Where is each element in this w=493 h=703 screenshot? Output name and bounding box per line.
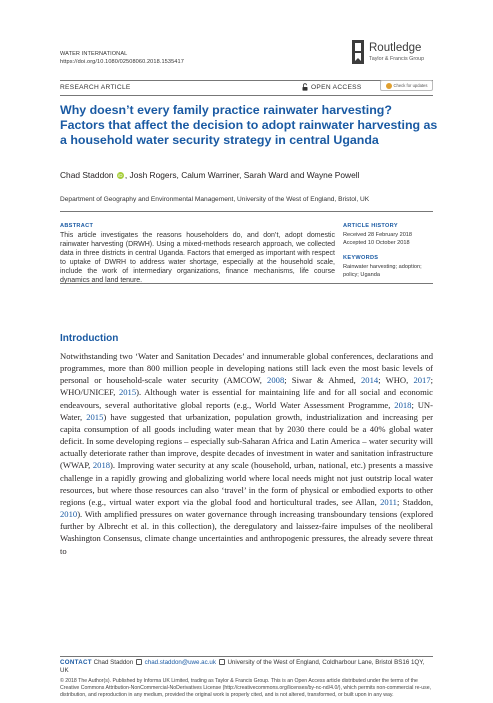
text-run: ) have suggested that urbanization, population growth, industrialization and increasing per capita consumption of all goods including water mean that by 2030 there could be a 40% global water deficit. In some developing regions – especially sub-Saharan Africa and Latin America – water security will actually deteriorate rather than improve, despite decades of investment in water and sanitation infrastructure (WWAP, <box>60 411 433 471</box>
section-heading: Introduction <box>60 333 119 344</box>
journal-name: WATER INTERNATIONAL <box>60 51 128 57</box>
text-run: ; Siwar & Ahmed, <box>284 375 361 386</box>
affiliation: Department of Geography and Environmental Management, University of the West of England, Bristol, UK <box>60 196 370 203</box>
email-icon <box>136 659 142 665</box>
text-run: Notwithstanding two ‘Water and Sanitation Decades’ and innumerable global conferences, declarations and programmes, more than 800 million people in developing nations still lack even the most basic levels of personal or household-scale water security (AMCOW, <box>60 351 433 386</box>
text-run: ; WHO, <box>378 375 414 386</box>
check-updates-button[interactable] <box>380 80 433 91</box>
contact-line <box>60 659 433 676</box>
footer-divider <box>60 656 433 657</box>
citation-link[interactable]: 2017 <box>413 375 431 386</box>
citation-link[interactable]: 2018 <box>92 460 111 471</box>
open-lock-icon <box>302 83 308 91</box>
author-list <box>60 170 435 181</box>
abstract-divider-top <box>60 211 433 212</box>
citation-link[interactable]: 2011 <box>380 496 397 507</box>
body-paragraph <box>60 350 433 557</box>
abstract-heading: ABSTRACT <box>60 223 94 229</box>
orcid-icon[interactable]: iD <box>118 173 123 178</box>
institution-icon <box>219 659 225 665</box>
check-updates-label: Check for updates <box>393 83 428 88</box>
open-access-badge <box>302 83 362 91</box>
crossmark-icon <box>386 83 392 89</box>
received-date: Received 28 February 2018 <box>343 232 413 238</box>
citation-link[interactable]: 2015 <box>86 411 104 422</box>
keywords-text: Rainwater harvesting; adoption; policy; Uganda <box>343 264 422 278</box>
publisher-logo <box>352 40 442 68</box>
text-run: ; Staddon, <box>396 496 433 507</box>
publisher-subtitle: Taylor & Francis Group <box>369 56 425 62</box>
contact-name: Chad Staddon <box>93 659 134 666</box>
text-run: ). Although water is essential for maintaining life and for all social and economic endeavours, several authoritative global reports (e.g., World Water Assessment Programme, <box>60 387 433 410</box>
author-rest: , Josh Rogers, Calum Warriner, Sarah Ward and Wayne Powell <box>124 170 360 180</box>
keywords-heading: KEYWORDS <box>343 255 379 261</box>
contact-label: CONTACT <box>60 659 92 666</box>
journal-header <box>60 50 184 66</box>
author-first[interactable]: Chad Staddon <box>60 170 114 180</box>
open-access-label: OPEN ACCESS <box>311 83 362 91</box>
article-type: RESEARCH ARTICLE <box>60 84 131 91</box>
accepted-date: Accepted 10 October 2018 <box>343 240 410 246</box>
text-run: ; UN-Water, <box>60 399 433 422</box>
publisher-name: Routledge <box>369 42 422 54</box>
article-history <box>343 223 438 247</box>
citation-link[interactable]: 2018 <box>394 399 412 410</box>
header-divider-bottom <box>60 95 433 96</box>
citation-link[interactable]: 2010 <box>60 509 78 520</box>
keywords <box>343 255 438 279</box>
citation-link[interactable]: 2014 <box>361 375 379 386</box>
contact-address: University of the West of England, Coldharbour Lane, Bristol BS16 1QY, UK <box>60 659 425 675</box>
abstract-divider-bottom <box>60 283 433 284</box>
license-text: © 2018 The Author(s). Published by Informa UK Limited, trading as Taylor & Francis Group. This is an Open Access article distributed under the terms of the Creative Commons Attribution-NonCommercial-NoDerivatives License (http://creativecommons.org/licenses/by-nc-nd/4.0/), which permits non-commercial re-use, distribution, and reproduction in any medium, provided the original work is properly cited, and is not altered, transformed, or built upon in any way. <box>60 678 432 699</box>
doi-link[interactable]: https://doi.org/10.1080/02508060.2018.1535417 <box>60 59 184 65</box>
text-run: ). Improving water security at any scale (household, urban, national, etc.) presents a massive challenge in a rapidly growing and globalizing world where local needs might not just outstrip local water resources, but where those resources can also ‘travel’ in the form of physical or embodied exports to other regions (e.g., virtual water export via the global food and horticultural trades, see Allan, <box>60 460 433 507</box>
history-heading: ARTICLE HISTORY <box>343 223 398 229</box>
citation-link[interactable]: 2015 <box>118 387 137 398</box>
citation-link[interactable]: 2008 <box>267 375 285 386</box>
contact-email[interactable]: chad.staddon@uwe.ac.uk <box>144 659 216 666</box>
text-run: ). With amplified pressures on water governance through increasing transboundary tensions (explored further by Albrecht et al. in this collection), the deregulatory and laissez-faire impulses of the neoliberal Washington Consensus, climate change uncertainties and anthropogenic pressures, the already severe threat to <box>60 509 433 556</box>
article-title: Why doesn’t every family practice rainwater harvesting? Factors that affect the decision to adopt rainwater harvesting as a household water security strategy in central Uganda <box>60 103 438 147</box>
text-run: ; WHO/UNICEF, <box>60 375 434 398</box>
abstract-text: This article investigates the reasons householders do, and don’t, adopt domestic rainwater harvesting (DRWH). Using a mixed-methods research approach, we collected data in three districts in central Uganda. Factors that emerged as important with respect to uptake of DWRH to address water shortage, especially at the household scale, include the work of intermediary organizations, finance mechanisms, life course dynamics and land tenure. <box>60 232 335 285</box>
header-divider-top <box>60 80 433 81</box>
routledge-mark-icon <box>352 40 364 64</box>
